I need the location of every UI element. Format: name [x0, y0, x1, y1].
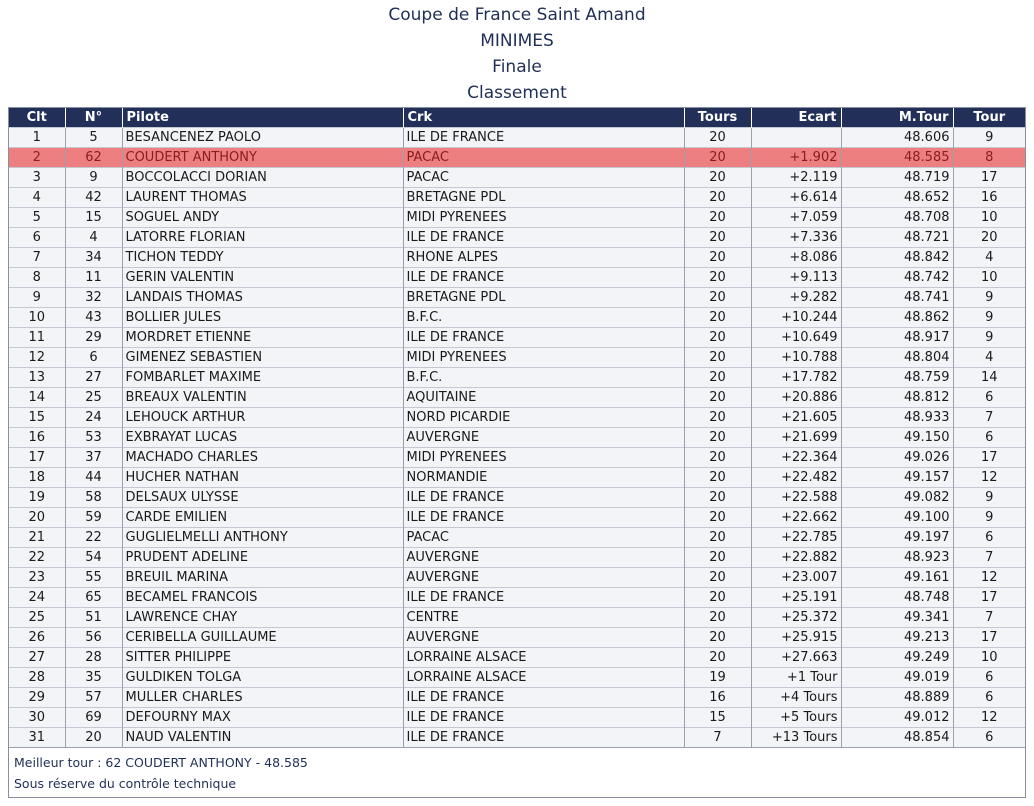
cell-pilote: FOMBARLET MAXIME [122, 368, 403, 388]
cell-pilote: MORDRET ETIENNE [122, 328, 403, 348]
cell-pilote: PRUDENT ADELINE [122, 548, 403, 568]
cell-pilote: CARDE EMILIEN [122, 508, 403, 528]
cell-clt: 24 [9, 588, 65, 608]
cell-ecart: +22.364 [751, 448, 841, 468]
cell-tours: 20 [684, 208, 751, 228]
table-row[interactable] [9, 408, 1025, 428]
cell-mtour: 49.026 [841, 448, 953, 468]
cell-tour: 6 [953, 688, 1025, 708]
table-row[interactable] [9, 388, 1025, 408]
cell-ecart: +22.482 [751, 468, 841, 488]
cell-clt: 26 [9, 628, 65, 648]
cell-clt: 1 [9, 128, 65, 148]
cell-ecart: +8.086 [751, 248, 841, 268]
cell-pilote: GIMENEZ SEBASTIEN [122, 348, 403, 368]
cell-pilote: SITTER PHILIPPE [122, 648, 403, 668]
cell-crk: B.F.C. [403, 368, 684, 388]
results-table [9, 108, 1025, 747]
cell-pilote: DEFOURNY MAX [122, 708, 403, 728]
results-panel [8, 107, 1026, 798]
cell-tours: 20 [684, 468, 751, 488]
cell-num: 9 [65, 168, 122, 188]
cell-tours: 20 [684, 188, 751, 208]
cell-num: 54 [65, 548, 122, 568]
technical-note: Sous réserve du contrôle technique [14, 776, 237, 791]
cell-tour: 17 [953, 448, 1025, 468]
cell-crk: RHONE ALPES [403, 248, 684, 268]
cell-tour: 10 [953, 268, 1025, 288]
cell-ecart: +9.113 [751, 268, 841, 288]
cell-pilote: BECAMEL FRANCOIS [122, 588, 403, 608]
cell-clt: 4 [9, 188, 65, 208]
cell-ecart: +9.282 [751, 288, 841, 308]
table-row[interactable] [9, 668, 1025, 688]
cell-tour: 12 [953, 468, 1025, 488]
cell-tour: 10 [953, 208, 1025, 228]
cell-tour: 4 [953, 248, 1025, 268]
table-row[interactable] [9, 568, 1025, 588]
cell-mtour: 48.721 [841, 228, 953, 248]
cell-pilote: TICHON TEDDY [122, 248, 403, 268]
cell-crk: AQUITAINE [403, 388, 684, 408]
cell-ecart: +13 Tours [751, 728, 841, 748]
cell-crk: PACAC [403, 528, 684, 548]
cell-clt: 12 [9, 348, 65, 368]
cell-tours: 20 [684, 608, 751, 628]
cell-tours: 20 [684, 328, 751, 348]
table-row[interactable] [9, 348, 1025, 368]
table-body [9, 128, 1025, 748]
cell-crk: NORD PICARDIE [403, 408, 684, 428]
table-row[interactable] [9, 368, 1025, 388]
cell-tour: 7 [953, 408, 1025, 428]
cell-tour: 17 [953, 168, 1025, 188]
cell-tour: 7 [953, 608, 1025, 628]
cell-tour: 10 [953, 648, 1025, 668]
cell-num: 56 [65, 628, 122, 648]
cell-ecart: +1.902 [751, 148, 841, 168]
cell-pilote: DELSAUX ULYSSE [122, 488, 403, 508]
cell-crk: ILE DE FRANCE [403, 688, 684, 708]
cell-crk: PACAC [403, 168, 684, 188]
cell-ecart: +7.059 [751, 208, 841, 228]
cell-pilote: GERIN VALENTIN [122, 268, 403, 288]
cell-num: 29 [65, 328, 122, 348]
cell-pilote: LANDAIS THOMAS [122, 288, 403, 308]
session-title: Finale [492, 57, 542, 77]
cell-mtour: 49.197 [841, 528, 953, 548]
cell-tours: 20 [684, 148, 751, 168]
cell-tours: 20 [684, 168, 751, 188]
cell-tour: 9 [953, 508, 1025, 528]
cell-ecart: +22.588 [751, 488, 841, 508]
cell-pilote: GULDIKEN TOLGA [122, 668, 403, 688]
cell-tour: 20 [953, 228, 1025, 248]
cell-ecart: +21.699 [751, 428, 841, 448]
cell-crk: CENTRE [403, 608, 684, 628]
table-row[interactable] [9, 148, 1025, 168]
cell-ecart: +4 Tours [751, 688, 841, 708]
cell-tours: 19 [684, 668, 751, 688]
cell-crk: AUVERGNE [403, 548, 684, 568]
cell-crk: ILE DE FRANCE [403, 328, 684, 348]
cell-tours: 20 [684, 528, 751, 548]
cell-ecart: +27.663 [751, 648, 841, 668]
cell-crk: ILE DE FRANCE [403, 508, 684, 528]
cell-pilote: MULLER CHARLES [122, 688, 403, 708]
cell-tours: 20 [684, 268, 751, 288]
best-lap-text: Meilleur tour : 62 COUDERT ANTHONY - 48.585 [14, 755, 308, 770]
table-row[interactable] [9, 428, 1025, 448]
cell-crk: LORRAINE ALSACE [403, 668, 684, 688]
cell-crk: ILE DE FRANCE [403, 268, 684, 288]
cell-mtour: 48.889 [841, 688, 953, 708]
col-header-tours[interactable]: Tours [684, 108, 751, 128]
col-header-num[interactable]: N° [65, 108, 122, 128]
cell-crk: ILE DE FRANCE [403, 708, 684, 728]
col-header-crk[interactable]: Crk [403, 108, 684, 128]
cell-clt: 28 [9, 668, 65, 688]
cell-ecart: +20.886 [751, 388, 841, 408]
table-row[interactable] [9, 208, 1025, 228]
cell-tour: 7 [953, 548, 1025, 568]
cell-pilote: BESANCENEZ PAOLO [122, 128, 403, 148]
cell-mtour: 48.719 [841, 168, 953, 188]
cell-ecart [751, 128, 841, 148]
cell-pilote: GUGLIELMELLI ANTHONY [122, 528, 403, 548]
cell-crk: ILE DE FRANCE [403, 128, 684, 148]
cell-crk: ILE DE FRANCE [403, 228, 684, 248]
cell-tours: 20 [684, 428, 751, 448]
category-title: MINIMES [480, 31, 554, 51]
table-row[interactable] [9, 548, 1025, 568]
cell-mtour: 48.812 [841, 388, 953, 408]
cell-clt: 17 [9, 448, 65, 468]
cell-pilote: SOGUEL ANDY [122, 208, 403, 228]
cell-mtour: 48.742 [841, 268, 953, 288]
cell-tour: 12 [953, 568, 1025, 588]
col-header-mtour[interactable]: M.Tour [841, 108, 953, 128]
cell-tours: 20 [684, 248, 751, 268]
cell-ecart: +25.372 [751, 608, 841, 628]
cell-ecart: +21.605 [751, 408, 841, 428]
cell-tours: 20 [684, 368, 751, 388]
cell-tours: 20 [684, 548, 751, 568]
cell-ecart: +22.785 [751, 528, 841, 548]
table-header-row [9, 108, 1025, 128]
cell-pilote: LAURENT THOMAS [122, 188, 403, 208]
cell-crk: B.F.C. [403, 308, 684, 328]
cell-num: 42 [65, 188, 122, 208]
cell-clt: 14 [9, 388, 65, 408]
cell-num: 24 [65, 408, 122, 428]
table-row[interactable] [9, 648, 1025, 668]
cell-tours: 20 [684, 408, 751, 428]
cell-mtour: 48.741 [841, 288, 953, 308]
cell-ecart: +7.336 [751, 228, 841, 248]
cell-clt: 19 [9, 488, 65, 508]
cell-clt: 9 [9, 288, 65, 308]
cell-crk: BRETAGNE PDL [403, 288, 684, 308]
cell-tours: 7 [684, 728, 751, 748]
cell-crk: NORMANDIE [403, 468, 684, 488]
cell-mtour: 49.157 [841, 468, 953, 488]
cell-clt: 5 [9, 208, 65, 228]
cell-mtour: 48.917 [841, 328, 953, 348]
table-row[interactable] [9, 188, 1025, 208]
cell-mtour: 48.804 [841, 348, 953, 368]
table-row[interactable] [9, 528, 1025, 548]
cell-tours: 20 [684, 348, 751, 368]
cell-num: 4 [65, 228, 122, 248]
cell-num: 27 [65, 368, 122, 388]
table-row[interactable] [9, 628, 1025, 648]
cell-pilote: EXBRAYAT LUCAS [122, 428, 403, 448]
cell-tours: 20 [684, 628, 751, 648]
cell-tours: 15 [684, 708, 751, 728]
cell-ecart: +10.788 [751, 348, 841, 368]
cell-tour: 6 [953, 388, 1025, 408]
cell-tours: 20 [684, 308, 751, 328]
cell-tours: 20 [684, 388, 751, 408]
cell-clt: 29 [9, 688, 65, 708]
table-row[interactable] [9, 308, 1025, 328]
cell-num: 44 [65, 468, 122, 488]
cell-num: 43 [65, 308, 122, 328]
cell-mtour: 49.161 [841, 568, 953, 588]
cell-ecart: +6.614 [751, 188, 841, 208]
cell-tours: 20 [684, 448, 751, 468]
cell-tours: 20 [684, 288, 751, 308]
cell-crk: ILE DE FRANCE [403, 588, 684, 608]
cell-tour: 9 [953, 128, 1025, 148]
cell-ecart: +17.782 [751, 368, 841, 388]
cell-crk: MIDI PYRENEES [403, 208, 684, 228]
col-header-clt[interactable]: Clt [9, 108, 65, 128]
cell-mtour: 48.923 [841, 548, 953, 568]
cell-pilote: COUDERT ANTHONY [122, 148, 403, 168]
cell-mtour: 49.341 [841, 608, 953, 628]
cell-mtour: 49.012 [841, 708, 953, 728]
cell-tours: 16 [684, 688, 751, 708]
cell-num: 51 [65, 608, 122, 628]
table-row[interactable] [9, 228, 1025, 248]
cell-tours: 20 [684, 508, 751, 528]
cell-mtour: 49.150 [841, 428, 953, 448]
cell-tours: 20 [684, 648, 751, 668]
cell-mtour: 48.933 [841, 408, 953, 428]
cell-crk: MIDI PYRENEES [403, 448, 684, 468]
cell-tours: 20 [684, 568, 751, 588]
results-footer [9, 747, 1025, 797]
cell-num: 59 [65, 508, 122, 528]
cell-tour: 9 [953, 308, 1025, 328]
table-row[interactable] [9, 488, 1025, 508]
cell-clt: 10 [9, 308, 65, 328]
cell-tour: 6 [953, 528, 1025, 548]
cell-clt: 13 [9, 368, 65, 388]
table-row[interactable] [9, 128, 1025, 148]
cell-pilote: NAUD VALENTIN [122, 728, 403, 748]
cell-ecart: +1 Tour [751, 668, 841, 688]
cell-pilote: HUCHER NATHAN [122, 468, 403, 488]
cell-tour: 12 [953, 708, 1025, 728]
cell-clt: 16 [9, 428, 65, 448]
cell-mtour: 48.585 [841, 148, 953, 168]
col-header-ecart[interactable]: Ecart [751, 108, 841, 128]
cell-mtour: 48.748 [841, 588, 953, 608]
cell-num: 69 [65, 708, 122, 728]
table-row[interactable] [9, 168, 1025, 188]
cell-clt: 11 [9, 328, 65, 348]
cell-mtour: 48.759 [841, 368, 953, 388]
table-row[interactable] [9, 288, 1025, 308]
cell-num: 20 [65, 728, 122, 748]
cell-num: 65 [65, 588, 122, 608]
cell-num: 5 [65, 128, 122, 148]
col-header-tour[interactable]: Tour [953, 108, 1025, 128]
cell-tour: 6 [953, 728, 1025, 748]
table-row[interactable] [9, 248, 1025, 268]
cell-tour: 6 [953, 668, 1025, 688]
cell-clt: 18 [9, 468, 65, 488]
cell-mtour: 49.082 [841, 488, 953, 508]
cell-clt: 23 [9, 568, 65, 588]
cell-mtour: 48.708 [841, 208, 953, 228]
cell-crk: PACAC [403, 148, 684, 168]
cell-crk: ILE DE FRANCE [403, 488, 684, 508]
cell-pilote: LAWRENCE CHAY [122, 608, 403, 628]
table-row[interactable] [9, 468, 1025, 488]
cell-num: 6 [65, 348, 122, 368]
cell-clt: 2 [9, 148, 65, 168]
cell-crk: AUVERGNE [403, 628, 684, 648]
cell-num: 34 [65, 248, 122, 268]
cell-mtour: 48.652 [841, 188, 953, 208]
cell-num: 28 [65, 648, 122, 668]
cell-pilote: BOCCOLACCI DORIAN [122, 168, 403, 188]
cell-clt: 21 [9, 528, 65, 548]
cell-ecart: +22.882 [751, 548, 841, 568]
cell-clt: 20 [9, 508, 65, 528]
cell-num: 15 [65, 208, 122, 228]
col-header-pilote[interactable]: Pilote [122, 108, 403, 128]
event-title: Coupe de France Saint Amand [388, 5, 646, 25]
cell-ecart: +5 Tours [751, 708, 841, 728]
cell-crk: AUVERGNE [403, 428, 684, 448]
cell-pilote: BOLLIER JULES [122, 308, 403, 328]
cell-clt: 3 [9, 168, 65, 188]
cell-tours: 20 [684, 488, 751, 508]
table-row[interactable] [9, 508, 1025, 528]
cell-clt: 22 [9, 548, 65, 568]
cell-ecart: +2.119 [751, 168, 841, 188]
table-row[interactable] [9, 588, 1025, 608]
ranking-title: Classement [467, 83, 567, 103]
cell-ecart: +25.191 [751, 588, 841, 608]
cell-num: 62 [65, 148, 122, 168]
cell-tour: 9 [953, 488, 1025, 508]
cell-ecart: +10.649 [751, 328, 841, 348]
cell-mtour: 48.862 [841, 308, 953, 328]
table-row[interactable] [9, 608, 1025, 628]
cell-tours: 20 [684, 128, 751, 148]
cell-tour: 9 [953, 288, 1025, 308]
cell-pilote: CERIBELLA GUILLAUME [122, 628, 403, 648]
cell-mtour: 49.100 [841, 508, 953, 528]
cell-num: 35 [65, 668, 122, 688]
cell-clt: 8 [9, 268, 65, 288]
cell-num: 37 [65, 448, 122, 468]
page-header [0, 0, 1034, 106]
cell-tours: 20 [684, 588, 751, 608]
cell-num: 25 [65, 388, 122, 408]
table-row[interactable] [9, 328, 1025, 348]
cell-crk: MIDI PYRENEES [403, 348, 684, 368]
cell-mtour: 48.606 [841, 128, 953, 148]
cell-clt: 6 [9, 228, 65, 248]
cell-tour: 16 [953, 188, 1025, 208]
cell-mtour: 48.842 [841, 248, 953, 268]
cell-tour: 17 [953, 628, 1025, 648]
cell-mtour: 49.213 [841, 628, 953, 648]
cell-tours: 20 [684, 228, 751, 248]
cell-tour: 6 [953, 428, 1025, 448]
table-row[interactable] [9, 708, 1025, 728]
cell-pilote: MACHADO CHARLES [122, 448, 403, 468]
cell-pilote: LATORRE FLORIAN [122, 228, 403, 248]
cell-tour: 8 [953, 148, 1025, 168]
table-row[interactable] [9, 688, 1025, 708]
cell-num: 58 [65, 488, 122, 508]
cell-clt: 25 [9, 608, 65, 628]
cell-clt: 30 [9, 708, 65, 728]
cell-tour: 4 [953, 348, 1025, 368]
cell-mtour: 49.019 [841, 668, 953, 688]
cell-num: 11 [65, 268, 122, 288]
cell-clt: 27 [9, 648, 65, 668]
cell-num: 55 [65, 568, 122, 588]
cell-crk: LORRAINE ALSACE [403, 648, 684, 668]
table-row[interactable] [9, 728, 1025, 748]
cell-mtour: 48.854 [841, 728, 953, 748]
cell-clt: 31 [9, 728, 65, 748]
table-row[interactable] [9, 268, 1025, 288]
cell-crk: ILE DE FRANCE [403, 728, 684, 748]
cell-pilote: BREAUX VALENTIN [122, 388, 403, 408]
table-row[interactable] [9, 448, 1025, 468]
cell-num: 22 [65, 528, 122, 548]
cell-ecart: +25.915 [751, 628, 841, 648]
cell-crk: AUVERGNE [403, 568, 684, 588]
cell-tour: 14 [953, 368, 1025, 388]
cell-ecart: +10.244 [751, 308, 841, 328]
cell-mtour: 49.249 [841, 648, 953, 668]
cell-crk: BRETAGNE PDL [403, 188, 684, 208]
cell-ecart: +22.662 [751, 508, 841, 528]
cell-num: 32 [65, 288, 122, 308]
cell-pilote: BREUIL MARINA [122, 568, 403, 588]
cell-ecart: +23.007 [751, 568, 841, 588]
cell-num: 53 [65, 428, 122, 448]
cell-clt: 7 [9, 248, 65, 268]
cell-tour: 17 [953, 588, 1025, 608]
cell-clt: 15 [9, 408, 65, 428]
cell-tour: 9 [953, 328, 1025, 348]
cell-pilote: LEHOUCK ARTHUR [122, 408, 403, 428]
cell-num: 57 [65, 688, 122, 708]
